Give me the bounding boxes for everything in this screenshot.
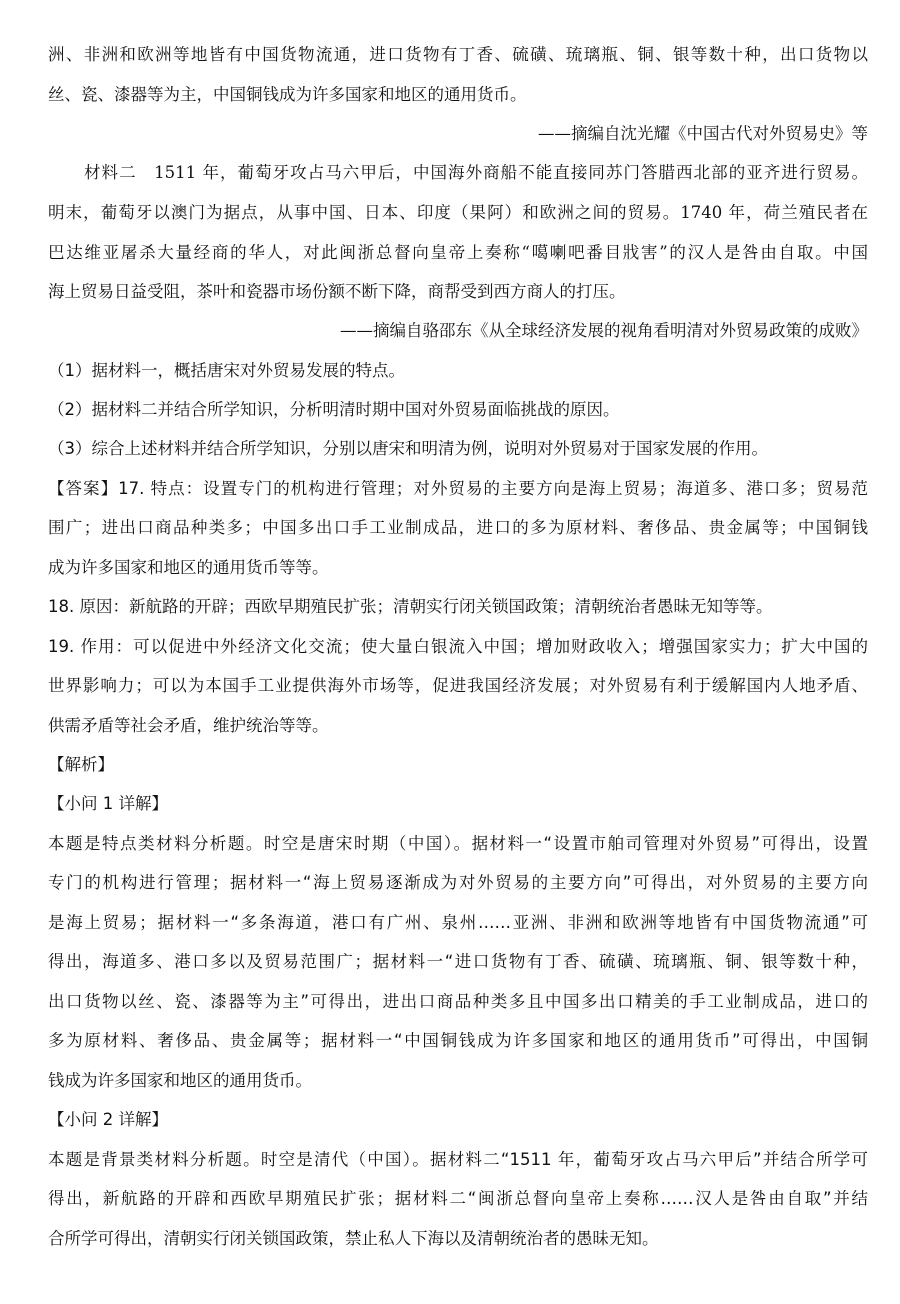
analysis-sub1-line-3: 是海上贸易；据材料一“多条海道，港口有广州、泉州……亚洲、非洲和欧洲等地皆有中国货物流通”可 bbox=[48, 913, 868, 932]
analysis-sub2-line-1: 本题是背景类材料分析题。时空是清代（中国）。据材料二“1511 年，葡萄牙攻占马六甲后”并结合所学可 bbox=[48, 1150, 868, 1169]
answer-18: 18. 原因：新航路的开辟；西欧早期殖民扩张；清朝实行闭关锁国政策；清朝统治者愚昧无知等等。 bbox=[48, 597, 773, 616]
material-two-line-2: 明末，葡萄牙以澳门为据点，从事中国、日本、印度（果阿）和欧洲之间的贸易。1740 年，荷兰殖民者在 bbox=[48, 203, 868, 222]
analysis-sub2-heading: 【小问 2 详解】 bbox=[48, 1110, 168, 1129]
material-one-source: ——摘编自沈光耀《中国古代对外贸易史》等 bbox=[538, 124, 868, 143]
question-2: （2）据材料二并结合所学知识，分析明清时期中国对外贸易面临挑战的原因。 bbox=[48, 400, 620, 419]
material-two-line-3: 巴达维亚屠杀大量经商的华人，对此闽浙总督向皇帝上奏称“噶喇吧番目戕害”的汉人是咎由自取。中国 bbox=[48, 243, 868, 262]
question-3: （3）综合上述材料并结合所学知识，分别以唐宋和明清为例，说明对外贸易对于国家发展的作用。 bbox=[48, 439, 768, 458]
analysis-sub1-line-2: 专门的机构进行管理；据材料一“海上贸易逐渐成为对外贸易的主要方向”可得出，对外贸易的主要方向 bbox=[48, 873, 868, 892]
material-one-line-1: 洲、非洲和欧洲等地皆有中国货物流通，进口货物有丁香、硫磺、琉璃瓶、铜、银等数十种，出口货物以 bbox=[48, 45, 868, 64]
material-two-line-1: 材料二 1511 年，葡萄牙攻占马六甲后，中国海外商船不能直接同苏门答腊西北部的亚齐进行贸易。 bbox=[84, 163, 868, 182]
answer-19-line-2: 世界影响力；可以为本国手工业提供海外市场等，促进我国经济发展；对外贸易有利于缓解国内人地矛盾、 bbox=[48, 676, 868, 695]
answer-19-line-3: 供需矛盾等社会矛盾，维护统治等等。 bbox=[48, 716, 329, 735]
material-two-source: ——摘编自骆邵东《从全球经济发展的视角看明清对外贸易政策的成败》 bbox=[340, 321, 868, 340]
analysis-sub1-line-7: 钱成为许多国家和地区的通用货币。 bbox=[48, 1071, 312, 1090]
answer-17-line-3: 成为许多国家和地区的通用货币等等。 bbox=[48, 558, 329, 577]
material-two-line-4: 海上贸易日益受阻，茶叶和瓷器市场份额不断下降，商帮受到西方商人的打压。 bbox=[48, 282, 626, 301]
analysis-sub1-line-5: 出口货物以丝、瓷、漆器等为主”可得出，进出口商品种类多且中国多出口精美的手工业制成品，进口的 bbox=[48, 992, 868, 1011]
analysis-sub2-line-2: 得出，新航路的开辟和西欧早期殖民扩张；据材料二“闽浙总督向皇帝上奏称……汉人是咎由自取”并结 bbox=[48, 1189, 868, 1208]
analysis-heading: 【解析】 bbox=[48, 755, 114, 774]
analysis-sub2-line-3: 合所学可得出，清朝实行闭关锁国政策，禁止私人下海以及清朝统治者的愚昧无知。 bbox=[48, 1229, 659, 1248]
answer-17-line-2: 围广；进出口商品种类多；中国多出口手工业制成品，进口的多为原材料、奢侈品、贵金属等；中国铜钱 bbox=[48, 518, 868, 537]
analysis-sub1-heading: 【小问 1 详解】 bbox=[48, 794, 168, 813]
analysis-sub1-line-1: 本题是特点类材料分析题。时空是唐宋时期（中国）。据材料一“设置市舶司管理对外贸易”可得出，设置 bbox=[48, 834, 868, 853]
answer-17-line-1: 【答案】17. 特点：设置专门的机构进行管理；对外贸易的主要方向是海上贸易；海道多、港口多；贸易范 bbox=[48, 479, 868, 498]
material-one-line-2: 丝、瓷、漆器等为主，中国铜钱成为许多国家和地区的通用货币。 bbox=[48, 85, 527, 104]
analysis-sub1-line-6: 多为原材料、奢侈品、贵金属等；据材料一“中国铜钱成为许多国家和地区的通用货币”可得出，中国铜 bbox=[48, 1031, 868, 1050]
analysis-sub1-line-4: 得出，海道多、港口多以及贸易范围广；据材料一“进口货物有丁香、硫磺、琉璃瓶、铜、银等数十种， bbox=[48, 952, 868, 971]
answer-19-line-1: 19. 作用：可以促进中外经济文化交流；使大量白银流入中国；增加财政收入；增强国家实力；扩大中国的 bbox=[48, 637, 868, 656]
question-1: （1）据材料一，概括唐宋对外贸易发展的特点。 bbox=[48, 361, 405, 380]
